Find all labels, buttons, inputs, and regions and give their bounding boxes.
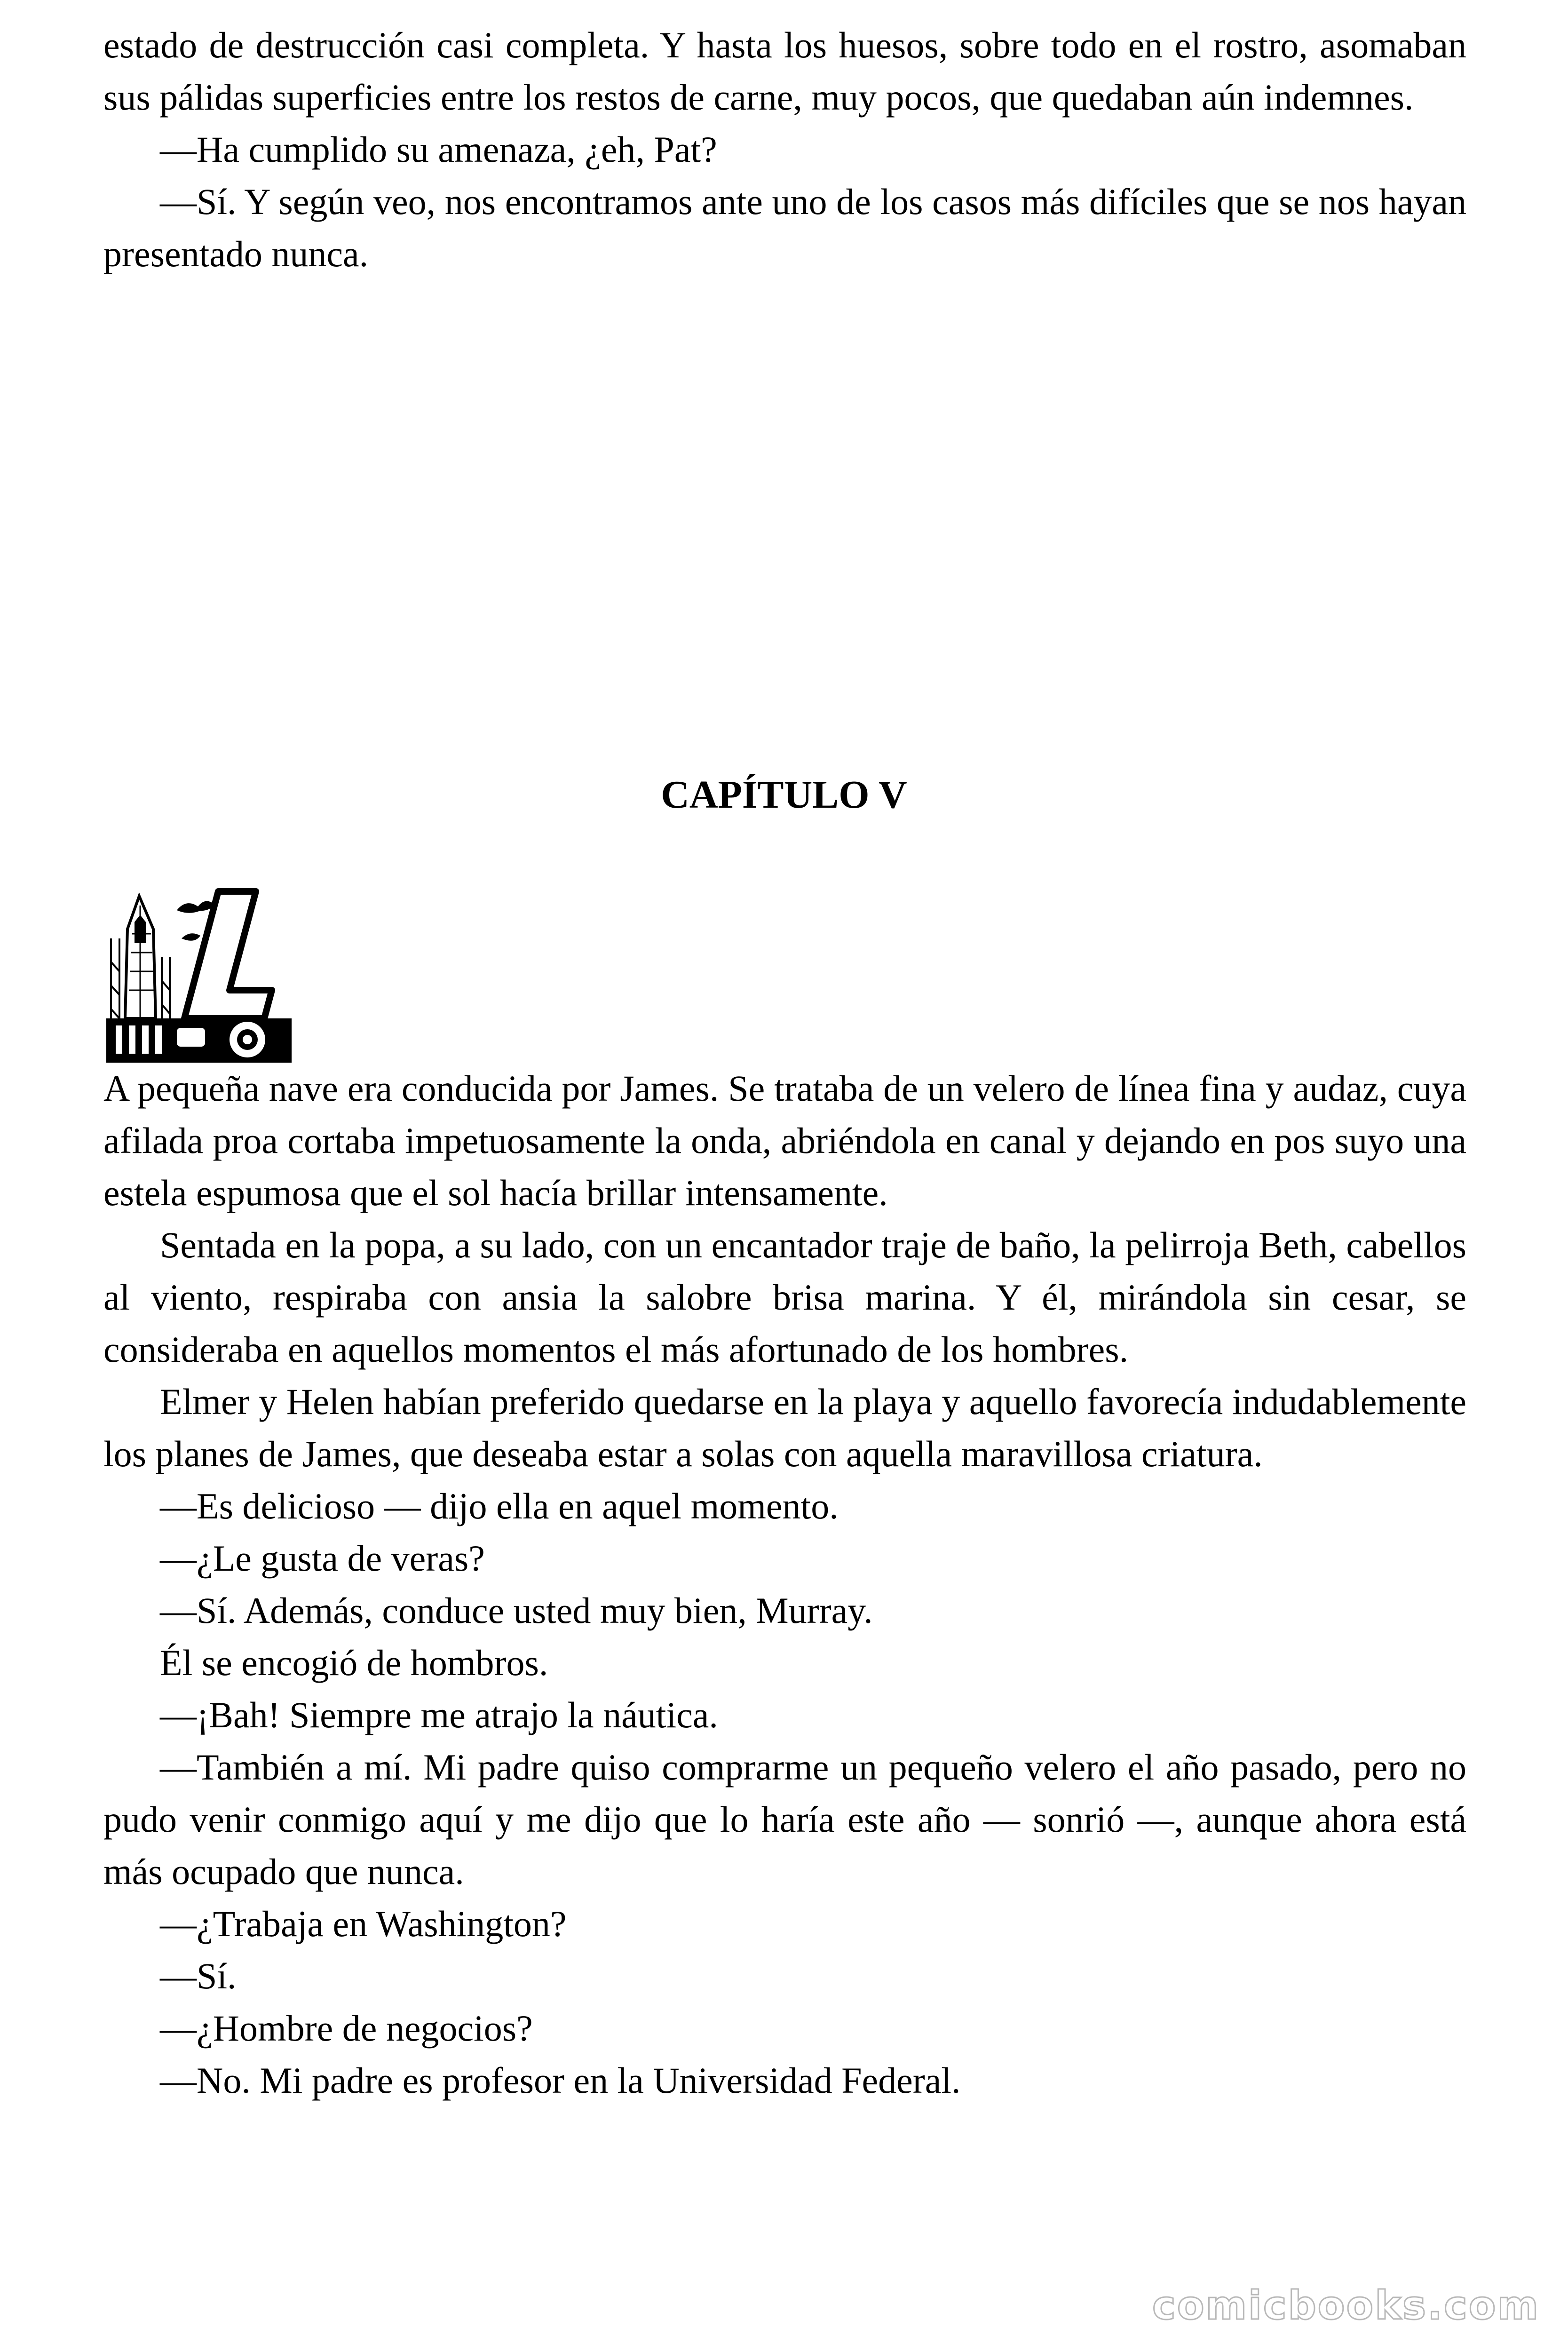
paragraph: estado de destrucción casi completa. Y hasta los huesos, sobre todo en el rostro, asomaban sus pálidas superficies entre los restos de carne, muy pocos, que quedaban aún indemnes. (103, 24, 1466, 118)
watermark: comicbooks.com (1152, 2282, 1540, 2328)
paragraph: A pequeña nave era conducida por James. Se trataba de un velero de línea fina y audaz, cuya afilada proa cortaba impetuosamente la onda, abriéndola en canal y dejando en pos suyo una estela espumosa que el sol hacía brillar intensamente. (103, 1068, 1466, 1213)
paragraph: Él se encogió de hombros. (160, 1642, 548, 1683)
paragraph: —No. Mi padre es profesor en la Universidad Federal. (160, 2060, 961, 2101)
rocket-dropcap-illustration (106, 877, 292, 1063)
paragraph: —Sí. Además, conduce usted muy bien, Murray. (160, 1590, 873, 1631)
paragraph: —Sí. (160, 1955, 237, 1996)
paragraph: —También a mí. Mi padre quiso comprarme un pequeño velero el año pasado, pero no pudo venir conmigo aquí y me dijo que lo haría este año — sonrió —, aunque ahora está más ocupado que nunca. (103, 1747, 1466, 1892)
top-text-block (103, 19, 1466, 280)
paragraph: —¡Bah! Siempre me atrajo la náutica. (160, 1694, 718, 1735)
main-text-block (103, 1062, 1466, 2106)
paragraph: —Es delicioso — dijo ella en aquel momento. (160, 1486, 839, 1526)
paragraph: —¿Trabaja en Washington? (160, 1903, 567, 1944)
paragraph: —¿Hombre de negocios? (160, 2008, 533, 2049)
paragraph: Sentada en la popa, a su lado, con un encantador traje de baño, la pelirroja Beth, cabellos al viento, respiraba con ansia la salobre brisa marina. Y él, mirándola sin cesar, se consideraba en aquellos momentos el más afortunado de los hombres. (103, 1224, 1466, 1370)
paragraph: Elmer y Helen habían preferido quedarse en la playa y aquello favorecía indudablemente los planes de James, que deseaba estar a solas con aquella maravillosa criatura. (103, 1381, 1466, 1474)
chapter-heading: CAPÍTULO V (661, 773, 907, 817)
paragraph: —Ha cumplido su amenaza, ¿eh, Pat? (160, 129, 717, 170)
paragraph: —¿Le gusta de veras? (160, 1538, 485, 1579)
paragraph: —Sí. Y según veo, nos encontramos ante uno de los casos más difíciles que se nos hayan presentado nunca. (103, 181, 1466, 274)
